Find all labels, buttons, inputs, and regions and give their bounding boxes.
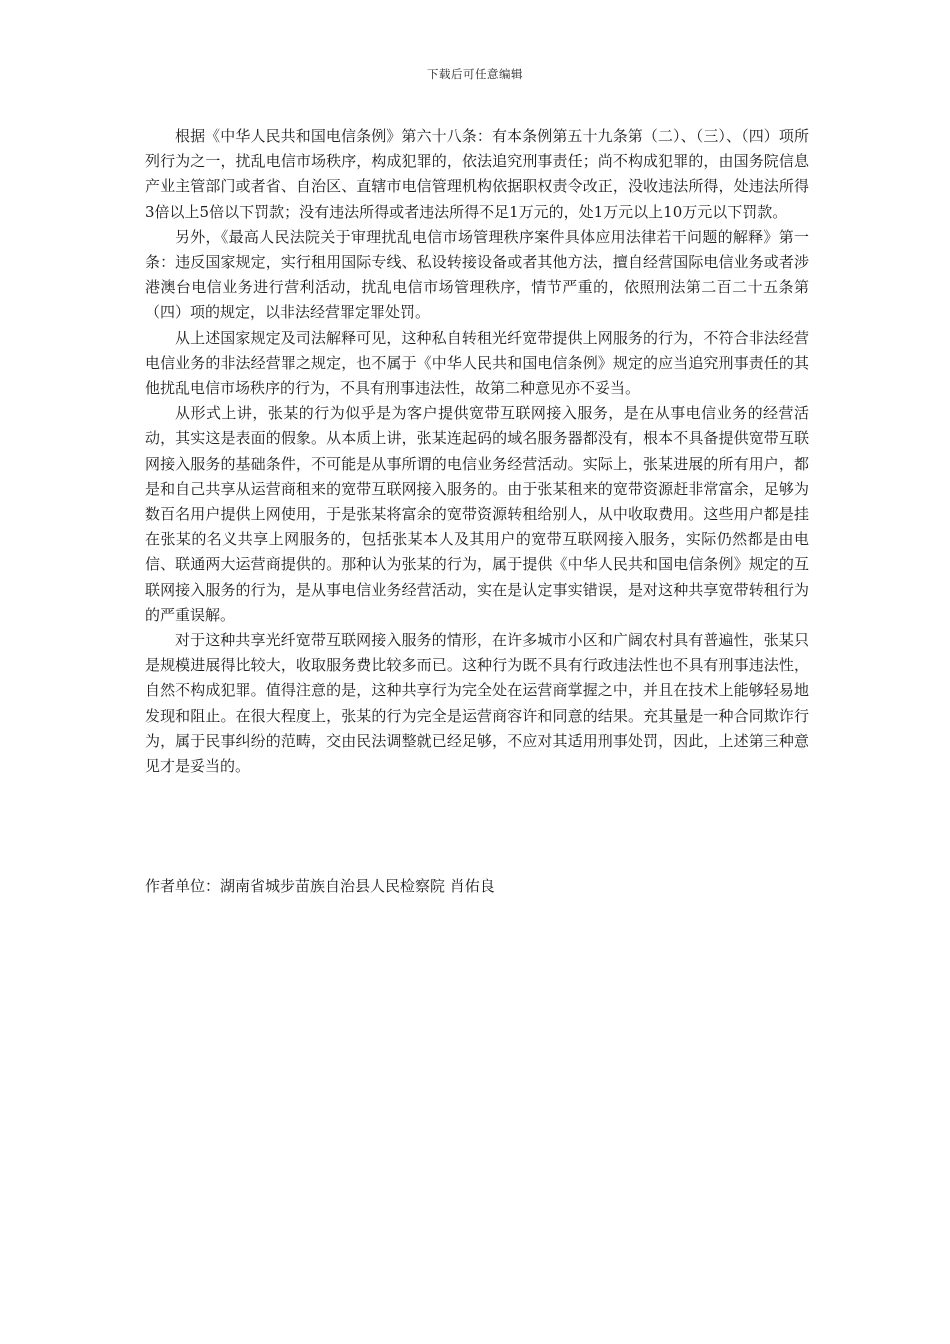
paragraph-1: 根据《中华人民共和国电信条例》第六十八条：有本条例第五十九条第（二）、（三）、（四）项所列行为之一，扰乱电信市场秩序，构成犯罪的，依法追究刑事责任；尚不构成犯罪的，由国务院信息产业主管部门或者省、自治区、直辖市电信管理机构依据职权责令改正，没收违法所得，处违法所得3倍以上5倍以下罚款；没有违法所得或者违法所得不足1万元的，处1万元以上10万元以下罚款。 bbox=[145, 127, 809, 221]
paragraph-5: 对于这种共享光纤宽带互联网接入服务的情形，在许多城市小区和广阔农村具有普遍性，张某只是规模进展得比较大，收取服务费比较多而已。这种行为既不具有行政违法性也不具有刑事违法性，自然不构成犯罪。值得注意的是，这种共享行为完全处在运营商掌握之中，并且在技术上能够轻易地发现和阻止。在很大程度上，张某的行为完全是运营商容许和同意的结果。充其量是一种合同欺诈行为，属于民事纠纷的范畴，交由民法调整就已经足够，不应对其适用刑事处罚，因此，上述第三种意见才是妥当的。 bbox=[145, 631, 809, 776]
paragraph-4: 从形式上讲，张某的行为似乎是为客户提供宽带互联网接入服务，是在从事电信业务的经营活动，其实这是表面的假象。从本质上讲，张某连起码的域名服务器都没有，根本不具备提供宽带互联网接入服务的基础条件，不可能是从事所谓的电信业务经营活动。实际上，张某进展的所有用户，都是和自己共享从运营商租来的宽带互联网接入服务的。由于张某租来的宽带资源赶非常富余，足够为数百名用户提供上网使用，于是张某将富余的宽带资源转租给别人，从中收取费用。这些用户都是挂在张某的名义共享上网服务的，包括张某本人及其用户的宽带互联网接入服务，实际仍然都是由电信、联通两大运营商提供的。那种认为张某的行为，属于提供《中华人民共和国电信条例》规定的互联网接入服务的行为，是从事电信业务经营活动，实在是认定事实错误，是对这种共享宽带转租行为的严重误解。 bbox=[145, 404, 809, 624]
article-body bbox=[145, 124, 809, 779]
author-line: 作者单位：湖南省城步苗族自治县人民检察院 肖佑良 bbox=[145, 877, 495, 895]
header-note: 下载后可任意编辑 bbox=[427, 67, 523, 81]
paragraph-2: 另外，《最高人民法院关于审理扰乱电信市场管理秩序案件具体应用法律若干问题的解释》第一条：违反国家规定，实行租用国际专线、私设转接设备或者其他方法，擅自经营国际电信业务或者涉港澳台电信业务进行营利活动，扰乱电信市场管理秩序，情节严重的，依照刑法第二百二十五条第（四）项的规定，以非法经营罪定罪处罚。 bbox=[145, 227, 809, 322]
paragraph-3: 从上述国家规定及司法解释可见，这种私自转租光纤宽带提供上网服务的行为，不符合非法经营电信业务的非法经营罪之规定，也不属于《中华人民共和国电信条例》规定的应当追究刑事责任的其他扰乱电信市场秩序的行为，不具有刑事违法性，故第二种意见亦不妥当。 bbox=[145, 328, 809, 398]
